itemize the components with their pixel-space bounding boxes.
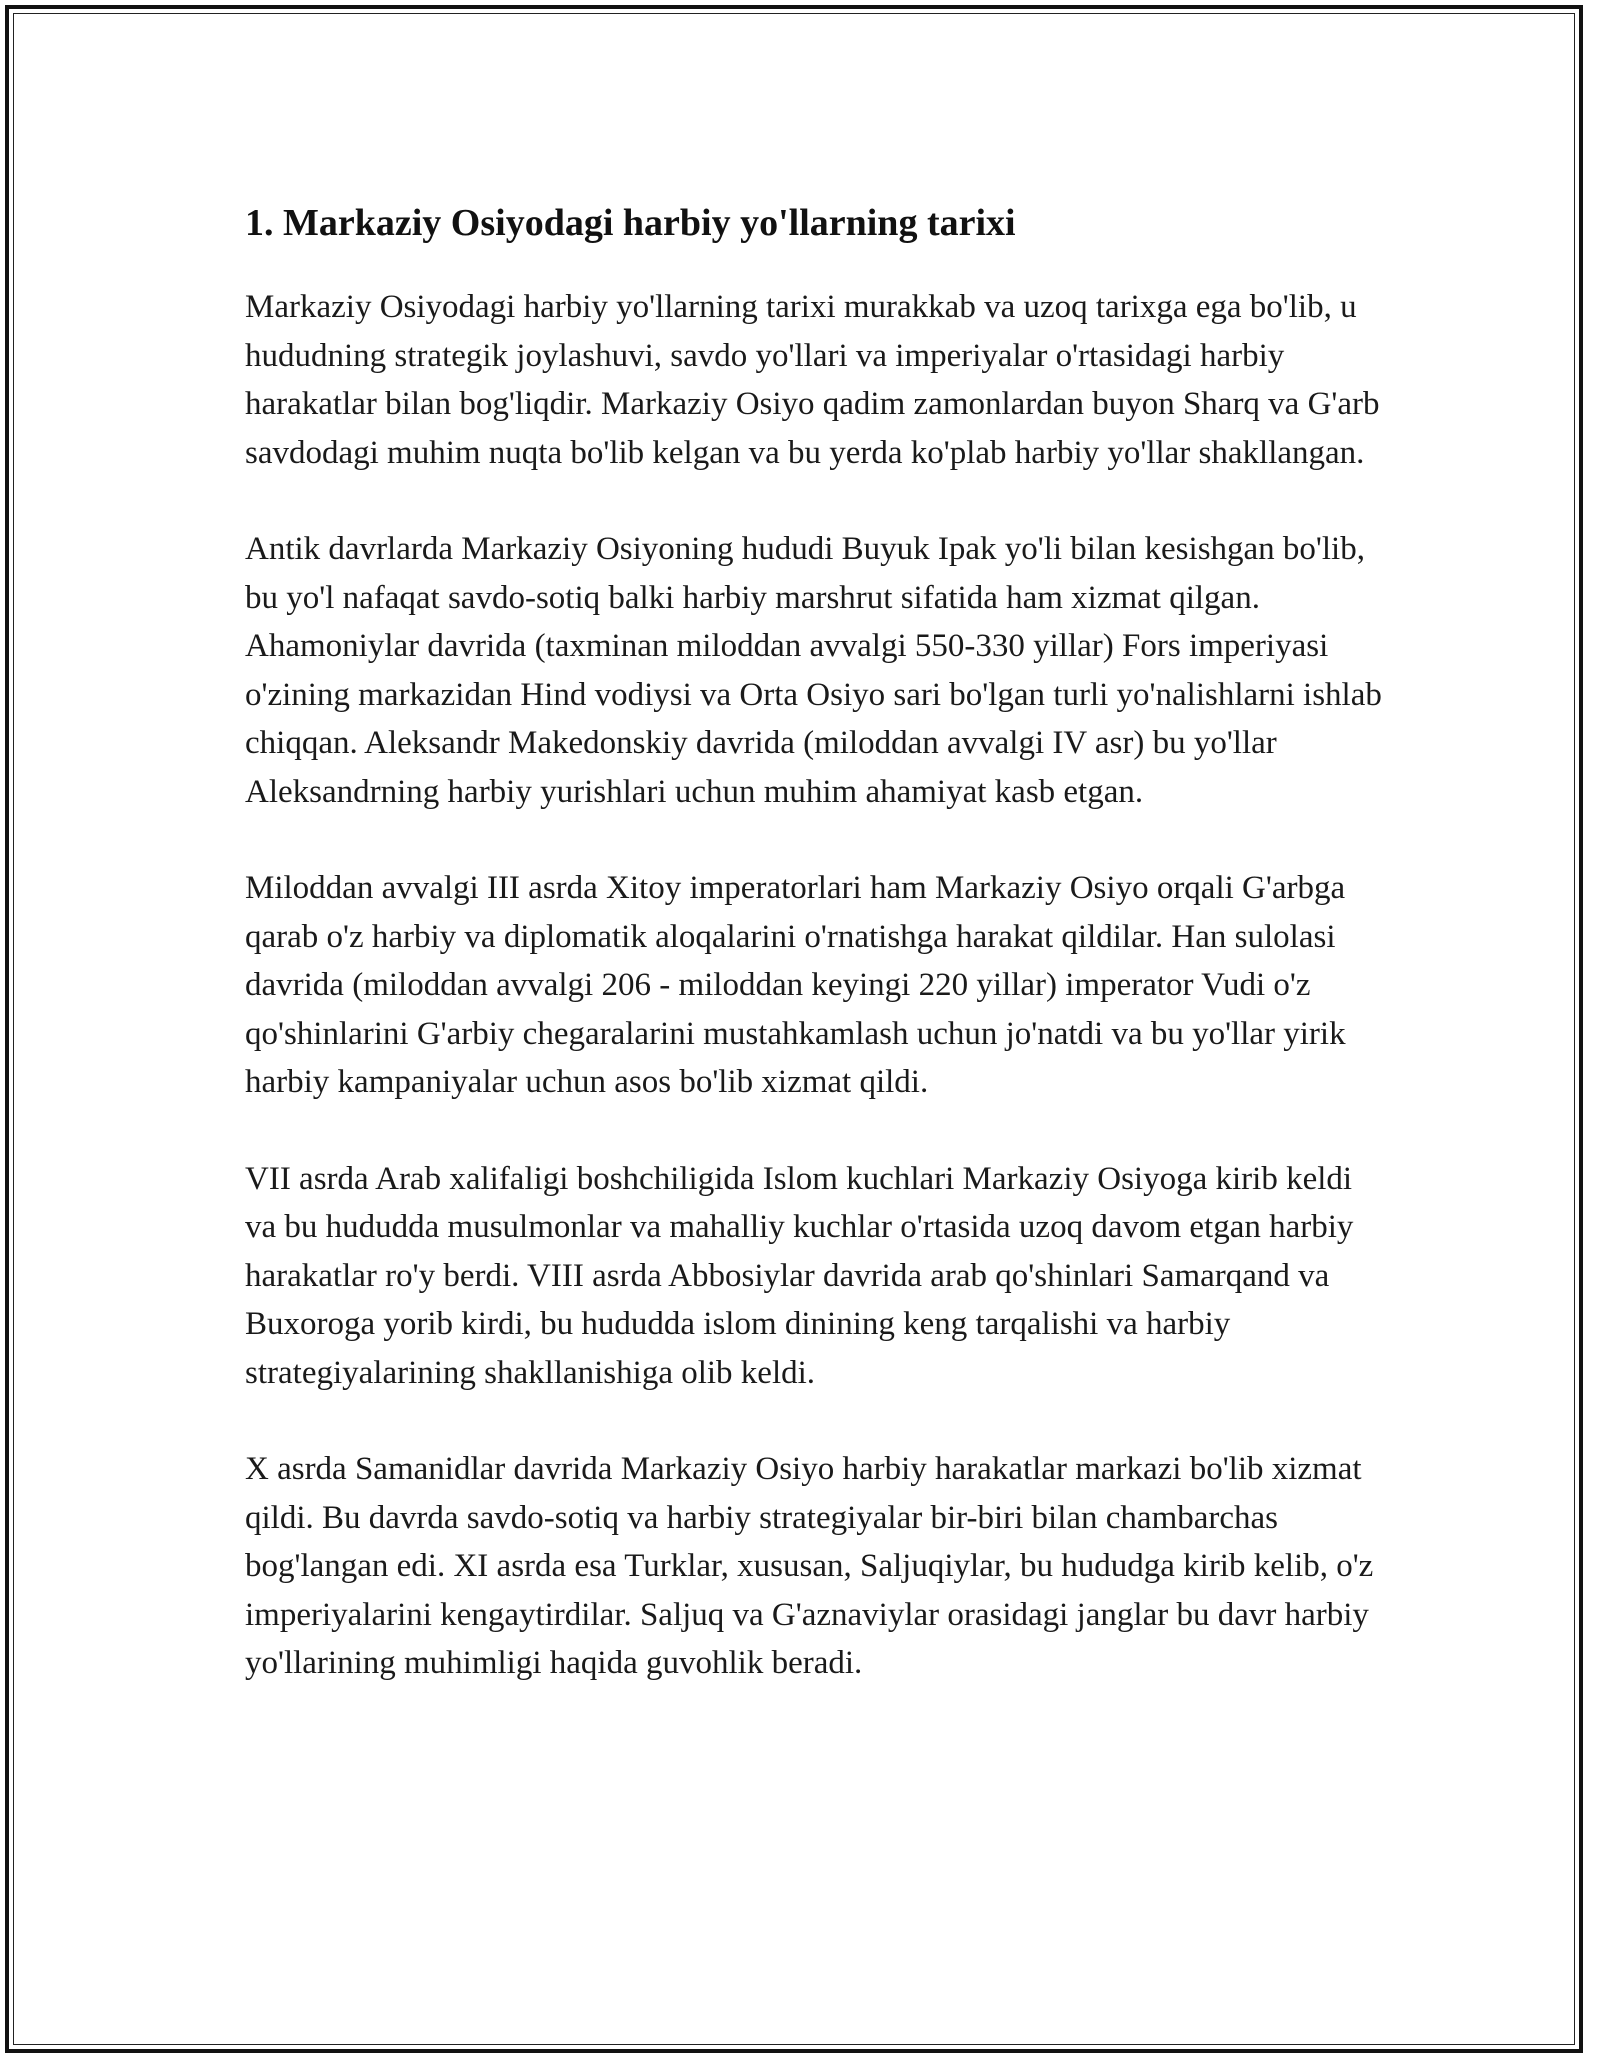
section-heading: 1. Markaziy Osiyodagi harbiy yo'llarning tarixi bbox=[245, 202, 1016, 244]
document-body bbox=[245, 197, 1385, 1736]
page-frame bbox=[5, 5, 1583, 2053]
paragraph-5: X asrda Samanidlar davrida Markaziy Osiyo harbiy harakatlar markazi bo'lib xizmat qildi. Bu davrda savdo-sotiq va harbiy strategiyalar bir-biri bilan chambarchas bog'langan edi. XI asrda esa Turklar, xususan, Saljuqiylar, bu hududga kirib kelib, o'z imperiyalarini kengaytirdilar. Saljuq va G'aznaviylar orasidagi janglar bu davr harbiy yo'llarining muhimligi haqida guvohlik beradi. bbox=[245, 1451, 1374, 1681]
paragraph-3: Miloddan avvalgi III asrda Xitoy imperatorlari ham Markaziy Osiyo orqali G'arbga qarab o'z harbiy va diplomatik aloqalarini o'rnatishga harakat qildilar. Han sulolasi davrida (miloddan avvalgi 206 - miloddan keyingi 220 yillar) imperator Vudi o'z qo'shinlarini G'arbiy chegaralarini mustahkamlash uchun jo'natdi va bu yo'llar yirik harbiy kampaniyalar uchun asos bo'lib xizmat qildi. bbox=[245, 870, 1346, 1100]
paragraph-2: Antik davrlarda Markaziy Osiyoning hududi Buyuk Ipak yo'li bilan kesishgan bo'lib, bu yo'l nafaqat savdo-sotiq balki harbiy marshrut sifatida ham xizmat qilgan. Ahamoniylar davrida (taxminan miloddan avvalgi 550-330 yillar) Fors imperiyasi o'zining markazidan Hind vodiysi va Orta Osiyo sari bo'lgan turli yo'nalishlarni ishlab chiqqan. Aleksandr Makedonskiy davrida (miloddan avvalgi IV asr) bu yo'llar Aleksandrning harbiy yurishlari uchun muhim ahamiyat kasb etgan. bbox=[245, 531, 1382, 810]
paragraph-1: Markaziy Osiyodagi harbiy yo'llarning tarixi murakkab va uzoq tarixga ega bo'lib, u hududning strategik joylashuvi, savdo yo'llari va imperiyalar o'rtasidagi harbiy harakatlar bilan bog'liqdir. Markaziy Osiyo qadim zamonlardan buyon Sharq va G'arb savdodagi muhim nuqta bo'lib kelgan va bu yerda ko'plab harbiy yo'llar shakllangan. bbox=[245, 289, 1380, 471]
paragraph-4: VII asrda Arab xalifaligi boshchiligida Islom kuchlari Markaziy Osiyoga kirib keldi va bu hududda musulmonlar va mahalliy kuchlar o'rtasida uzoq davom etgan harbiy harakatlar ro'y berdi. VIII asrda Abbosiylar davrida arab qo'shinlari Samarqand va Buxoroga yorib kirdi, bu hududda islom dinining keng tarqalishi va harbiy strategiyalarining shakllanishiga olib keldi. bbox=[245, 1160, 1354, 1391]
